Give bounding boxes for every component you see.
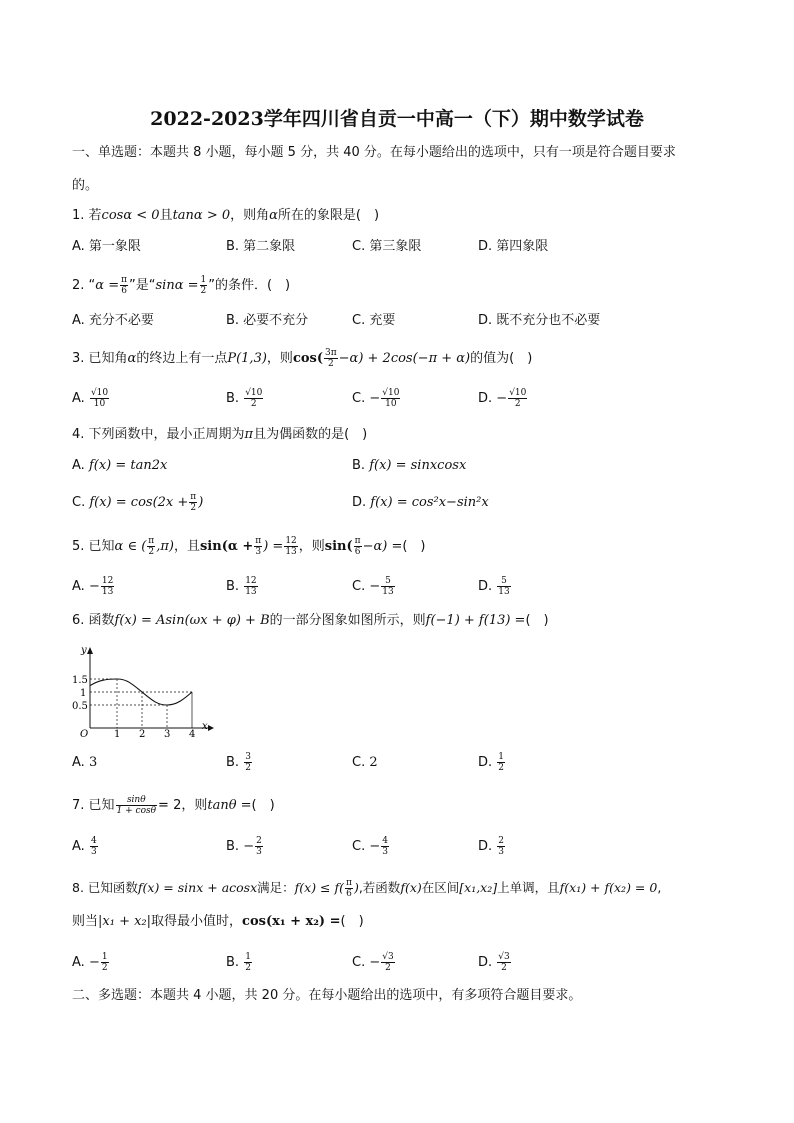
q5-text: ，且 — [173, 539, 200, 554]
q8-fraction — [345, 878, 353, 899]
frac-num: √10 — [90, 388, 109, 398]
y-tick-1-5: 1.5 — [72, 675, 88, 686]
option-letter: D. — [352, 495, 371, 510]
frac-num: 1 — [245, 952, 251, 962]
q5-frac-den: 6 — [354, 547, 361, 557]
q5-text: ，则 — [298, 539, 325, 554]
question-3-stem — [72, 348, 532, 369]
q5-frac-den: 13 — [285, 547, 297, 557]
x-tick-4: 4 — [189, 729, 196, 738]
y-tick-1: 1 — [80, 688, 87, 699]
q8-math: |x₁ + x₂| — [98, 914, 152, 929]
x-tick-1: 1 — [114, 729, 121, 738]
q7-text: = 2，则 — [158, 798, 208, 813]
q5-fraction — [254, 536, 262, 557]
q6-math: f(−1) + f(13) = — [425, 613, 526, 628]
frac-num: 5 — [381, 576, 394, 587]
q5-option-b — [226, 576, 259, 597]
option-letter: A. — [72, 839, 89, 854]
frac-num: 5 — [497, 576, 510, 587]
frac-den: 3 — [90, 847, 97, 857]
q3-text: 的值为( ) — [470, 351, 533, 366]
q8-math: f(x) ≤ f( — [294, 880, 345, 895]
frac-num: 4 — [90, 836, 97, 846]
frac-den: 3 — [256, 847, 262, 857]
q3-option-a — [72, 388, 110, 409]
q3-math: α — [127, 351, 137, 366]
option-letter: C. — [352, 579, 370, 594]
q3-text: 的终边上有一点 — [136, 351, 228, 366]
frac-den: 3 — [382, 847, 388, 857]
option-math: ) — [198, 495, 204, 510]
q2-text: ”的条件．( ) — [208, 278, 291, 293]
question-8-stem — [72, 878, 661, 899]
section-1-header: 一、单选题：本题共 8 小题，每小题 5 分，共 40 分。在每小题给出的选项中，只有一项是符合题目要求 — [72, 145, 676, 160]
q4-option-a — [72, 457, 167, 475]
q5-option-a — [72, 576, 115, 597]
frac-den: 2 — [501, 963, 507, 973]
q2-option-b: B. 必要不充分 — [226, 313, 309, 328]
q1-text: 所在的象限是( ) — [277, 208, 380, 223]
frac-den: 13 — [498, 587, 510, 597]
option-letter: A. — [72, 755, 89, 770]
option-value: 3 — [88, 755, 98, 770]
option-sign: − — [369, 391, 381, 406]
q4-text: 且为偶函数的是( ) — [253, 427, 368, 442]
section-2-header: 二、多选题：本题共 4 小题，共 20 分。在每小题给出的选项中，有多项符合题目要求。 — [72, 988, 582, 1003]
q3-option-d — [478, 388, 528, 409]
frac-den: 3 — [498, 847, 505, 857]
question-1-stem — [72, 207, 379, 225]
q4-option-b — [352, 457, 466, 475]
q5-frac-den: 3 — [255, 547, 262, 557]
q1-text: 1. 若 — [72, 208, 102, 223]
q3-math: −α) + 2cos(−π + α) — [338, 351, 471, 366]
frac-num: 3 — [245, 752, 251, 762]
option-fraction — [381, 388, 400, 409]
option-letter: D. — [478, 391, 497, 406]
question-2-stem — [72, 275, 290, 296]
frac-num: √10 — [509, 388, 527, 398]
option-fraction — [101, 952, 109, 973]
option-fraction — [189, 492, 197, 513]
q1-option-a: A. 第一象限 — [72, 239, 141, 254]
option-letter: C. — [352, 391, 370, 406]
option-letter: A. — [72, 458, 89, 473]
q5-option-c — [352, 576, 396, 597]
question-8-stem-cont — [72, 913, 364, 931]
frac-den: 10 — [385, 399, 397, 409]
q7-text: ( ) — [251, 798, 275, 813]
q8-frac-den: 6 — [346, 889, 352, 899]
option-letter: D. — [478, 955, 497, 970]
q3-math: cos( — [292, 351, 323, 366]
q8-math: f(x₁) + f(x₂) = 0 — [559, 880, 658, 895]
q4-text: 4. 下列函数中，最小正周期为 — [72, 427, 245, 442]
frac-den: 13 — [101, 587, 114, 597]
q6-option-b — [226, 752, 253, 773]
sine-curve — [90, 679, 192, 705]
frac-num: 4 — [382, 836, 388, 846]
option-fraction — [90, 836, 98, 857]
q5-math: sin( — [324, 539, 353, 554]
q8-text: ( ) — [340, 914, 364, 929]
q8-option-d — [478, 952, 512, 973]
q7-option-a — [72, 836, 99, 857]
option-sign: − — [88, 955, 100, 970]
q8-text: 则当 — [72, 914, 99, 929]
q6-option-c — [352, 754, 378, 772]
q4-option-c — [72, 492, 203, 513]
q5-frac-num: π — [148, 536, 155, 546]
frac-num: π — [190, 492, 197, 502]
q2-fraction — [120, 275, 128, 296]
q6-text: 6. 函数 — [72, 613, 115, 628]
option-fraction — [508, 388, 527, 409]
frac-den: 2 — [245, 763, 251, 773]
q1-option-b: B. 第二象限 — [226, 239, 296, 254]
q5-text: ( ) — [402, 539, 426, 554]
q8-option-c — [352, 952, 396, 973]
q2-text: 2. “ — [72, 278, 96, 293]
q5-fraction — [354, 536, 362, 557]
option-fraction — [255, 836, 263, 857]
option-letter: C. — [352, 755, 370, 770]
option-letter: B. — [226, 755, 244, 770]
q8-math: [x₁,x₂] — [459, 880, 498, 895]
option-fraction — [244, 576, 257, 597]
q1-text: 且 — [159, 208, 173, 223]
q8-text: 上单调，且 — [497, 880, 560, 895]
q3-math: P(1,3) — [227, 351, 267, 366]
x-axis-label: x — [202, 721, 208, 732]
q3-option-c — [352, 388, 401, 409]
origin-label: O — [80, 729, 89, 738]
option-fraction — [244, 388, 263, 409]
q5-math: ,π) — [156, 539, 174, 554]
frac-num: √3 — [382, 952, 394, 962]
x-tick-3: 3 — [164, 729, 171, 738]
y-axis-label: y — [81, 645, 87, 656]
frac-num: √3 — [498, 952, 510, 962]
q2-fraction — [200, 275, 208, 296]
q6-option-d — [478, 752, 506, 773]
q7-option-d — [478, 836, 506, 857]
section-1-header-cont: 的。 — [72, 178, 99, 193]
q2-option-a: A. 充分不必要 — [72, 313, 154, 328]
q5-option-d — [478, 576, 512, 597]
exam-title: 2022-2023学年四川省自贡一中高一（下）期中数学试卷 — [150, 108, 644, 130]
q3-frac-den: 2 — [327, 359, 334, 369]
option-sign: − — [496, 391, 508, 406]
q6-option-a — [72, 754, 97, 772]
q2-math: sinα = — [155, 278, 199, 293]
q1-option-d: D. 第四象限 — [478, 239, 549, 254]
q5-math: −α) = — [362, 539, 403, 554]
option-letter: B. — [226, 391, 244, 406]
y-axis-arrow — [87, 647, 93, 654]
option-letter: D. — [478, 579, 497, 594]
frac-den: 2 — [385, 963, 391, 973]
option-fraction — [497, 752, 505, 773]
option-letter: D. — [478, 839, 497, 854]
q8-text: 在区间 — [421, 880, 460, 895]
q3-fraction — [324, 348, 338, 369]
option-fraction — [381, 836, 389, 857]
question-7-stem — [72, 795, 275, 816]
q8-math: ) — [353, 880, 359, 895]
q2-frac-den: 2 — [200, 286, 207, 296]
option-letter: A. — [72, 955, 89, 970]
option-fraction — [101, 576, 114, 597]
q2-frac-den: 6 — [121, 286, 127, 296]
question-6-stem — [72, 612, 549, 630]
option-letter: A. — [72, 391, 89, 406]
option-fraction — [90, 388, 109, 409]
q4-math: π — [244, 427, 254, 442]
option-letter: C. — [72, 495, 90, 510]
q3-frac-num: 3π — [325, 348, 337, 358]
q3-text: 3. 已知角 — [72, 351, 128, 366]
frac-den: 2 — [190, 503, 197, 513]
q2-frac-num: π — [121, 275, 128, 285]
option-value: 2 — [369, 755, 378, 770]
frac-num: √10 — [382, 388, 400, 398]
q7-option-b — [226, 836, 264, 857]
q8-text: ,若函数 — [358, 880, 401, 895]
q5-frac-num: π — [354, 536, 361, 546]
q5-frac-den: 2 — [148, 547, 155, 557]
q8-option-b — [226, 952, 253, 973]
frac-den: 2 — [245, 963, 251, 973]
frac-den: 2 — [250, 399, 257, 409]
option-letter: B. — [226, 579, 244, 594]
q5-math: sin(α + — [199, 539, 254, 554]
frac-den: 2 — [101, 963, 108, 973]
option-letter: C. — [352, 839, 370, 854]
frac-num: 12 — [101, 576, 114, 586]
option-fraction — [497, 576, 510, 597]
option-sign: − — [369, 579, 381, 594]
q3-option-b — [226, 388, 264, 409]
q3-text: ，则 — [266, 351, 293, 366]
q1-math: cosα < 0 — [101, 208, 160, 223]
q7-frac-num: sinθ — [116, 795, 158, 806]
y-tick-0-5: 0.5 — [72, 701, 88, 712]
question-4-stem — [72, 426, 367, 444]
frac-num: 2 — [256, 836, 262, 846]
option-math: f(x) = cos²x−sin²x — [370, 495, 489, 510]
frac-den: 13 — [382, 587, 394, 597]
q2-math: α = — [95, 278, 120, 293]
q8-option-a — [72, 952, 110, 973]
q7-option-c — [352, 836, 390, 857]
q7-fraction — [116, 795, 158, 816]
option-sign: − — [369, 839, 381, 854]
option-letter: B. — [226, 955, 244, 970]
frac-num: 1 — [498, 752, 505, 762]
option-letter: B. — [352, 458, 370, 473]
q6-text: 的一部分图象如图所示，则 — [269, 613, 426, 628]
q5-fraction — [284, 536, 297, 557]
function-graph — [72, 642, 217, 738]
option-math: f(x) = sinxcosx — [369, 458, 467, 473]
q1-math: α — [269, 208, 278, 223]
frac-den: 13 — [245, 587, 257, 597]
option-fraction — [497, 952, 510, 973]
x-axis-arrow — [208, 725, 214, 731]
frac-num: √10 — [245, 388, 263, 398]
q8-text: 满足： — [257, 880, 295, 895]
q2-option-d: D. 既不充分也不必要 — [478, 313, 601, 328]
option-sign: − — [243, 839, 255, 854]
q8-math: cos(x₁ + x₂) = — [242, 914, 341, 929]
q6-math: f(x) = Asin(ωx + φ) + B — [114, 613, 270, 628]
q8-math: f(x) = sinx + acosx — [137, 880, 258, 895]
option-fraction — [381, 576, 394, 597]
option-letter: A. — [72, 579, 89, 594]
option-letter: D. — [478, 755, 497, 770]
q8-frac-num: π — [346, 878, 352, 888]
option-letter: C. — [352, 955, 370, 970]
q5-fraction — [147, 536, 155, 557]
q8-text: , — [657, 880, 662, 895]
frac-den: 10 — [93, 399, 106, 409]
q5-math: α ∈ ( — [114, 539, 147, 554]
q5-text: 5. 已知 — [72, 539, 115, 554]
x-tick-2: 2 — [139, 729, 146, 738]
frac-num: 12 — [245, 576, 257, 586]
q2-frac-num: 1 — [200, 275, 207, 285]
q4-option-d — [352, 494, 489, 512]
option-letter: B. — [226, 839, 244, 854]
option-fraction — [497, 836, 505, 857]
option-fraction — [244, 752, 252, 773]
q8-math: f(x) — [400, 880, 422, 895]
q1-text: ，则角 — [230, 208, 270, 223]
option-sign: − — [88, 579, 100, 594]
q2-text: ”是“ — [129, 278, 156, 293]
frac-num: 2 — [498, 836, 505, 846]
option-fraction — [244, 952, 252, 973]
q5-frac-num: 12 — [285, 536, 297, 546]
q2-option-c: C. 充要 — [352, 313, 396, 328]
q5-math: ) = — [263, 539, 284, 554]
q1-option-c: C. 第三象限 — [352, 239, 422, 254]
frac-den: 2 — [514, 399, 521, 409]
q6-text: ( ) — [525, 613, 549, 628]
question-5-stem — [72, 536, 426, 557]
option-sign: − — [369, 955, 381, 970]
q1-math: tanα > 0 — [172, 208, 231, 223]
q8-text: 取得最小值时， — [151, 914, 243, 929]
q7-text: 7. 已知 — [72, 798, 115, 813]
frac-num: 1 — [101, 952, 108, 962]
q8-text: 8. 已知函数 — [72, 880, 138, 895]
q7-frac-den: 1 + cosθ — [116, 806, 157, 816]
option-fraction — [381, 952, 394, 973]
option-math: f(x) = cos(2x + — [89, 495, 189, 510]
q5-frac-num: π — [255, 536, 262, 546]
frac-den: 2 — [498, 763, 505, 773]
option-math: f(x) = tan2x — [88, 458, 168, 473]
q7-math: tanθ = — [207, 798, 252, 813]
